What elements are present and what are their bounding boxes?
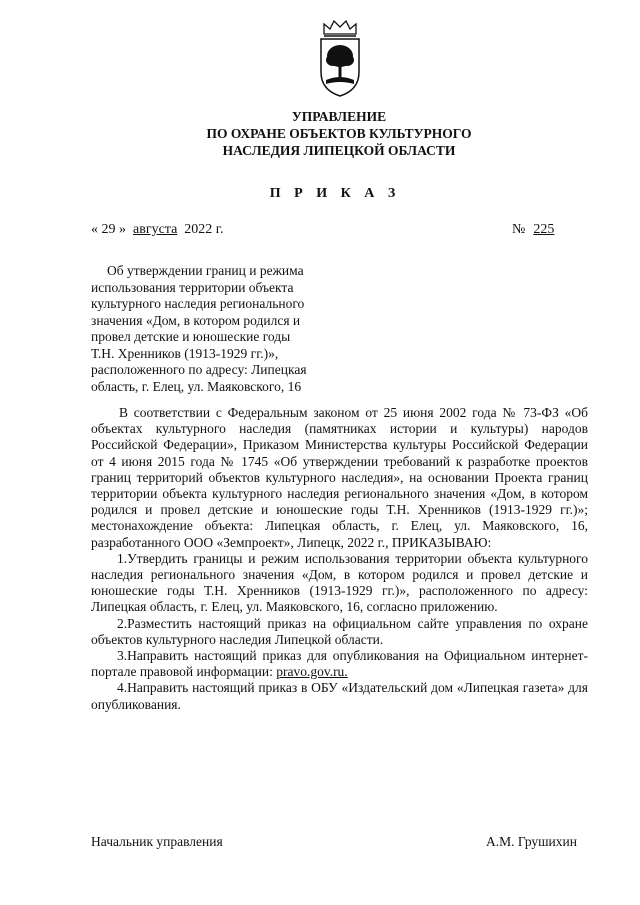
signature-name: А.М. Грушихин — [486, 834, 577, 849]
body-item-2: 2.Разместить настоящий приказ на официальном сайте управления по охране объектов культурного наследия Липецкой области. — [91, 615, 588, 647]
subject-line: использования территории объекта — [91, 279, 294, 295]
body-item-4: 4.Направить настоящий приказ в ОБУ «Издательский дом «Липецкая газета» для опубликования. — [91, 680, 588, 712]
body-item-3-text: 3.Направить настоящий приказ для опубликования на Официальном интернет-портале правовой информации: — [91, 648, 588, 680]
date-month: августа — [133, 222, 178, 237]
date-day: 29 — [101, 222, 116, 237]
body-item-3 — [91, 648, 588, 680]
subject-line: Т.Н. Хренников (1913-1929 гг.)», — [91, 345, 279, 361]
document-type-label: П Р И К А З — [269, 186, 401, 201]
document-subject — [91, 263, 341, 395]
subject-line: провел детские и юношеские годы — [91, 329, 291, 344]
number-value: 225 — [533, 222, 555, 237]
subject-line: значения «Дом, в котором родился и — [91, 312, 301, 328]
subject-line: расположенного по адресу: Липецкая — [91, 362, 307, 377]
date-year: 2022 г. — [184, 222, 224, 237]
document-date — [91, 222, 223, 238]
pravo-link[interactable]: pravo.gov.ru. — [276, 664, 348, 680]
header-line-2: ПО ОХРАНЕ ОБЪЕКТОВ КУЛЬТУРНОГО — [206, 126, 472, 141]
organization-header — [0, 108, 640, 159]
subject-line: Об утверждении границ и режима — [107, 263, 304, 278]
lipetsk-coat-of-arms-icon — [318, 20, 362, 98]
number-sign: № — [512, 222, 526, 237]
document-number — [512, 222, 554, 238]
document-type — [0, 186, 640, 202]
header-line-3: НАСЛЕДИЯ ЛИПЕЦКОЙ ОБЛАСТИ — [222, 143, 456, 158]
subject-line: область, г. Елец, ул. Маяковского, 16 — [91, 378, 302, 394]
subject-line: культурного наследия регионального — [91, 296, 305, 311]
date-close-quote: » — [119, 222, 126, 237]
signature-position: Начальник управления — [91, 834, 223, 849]
header-line-1: УПРАВЛЕНИЕ — [291, 109, 387, 124]
date-open-quote: « — [91, 222, 98, 237]
body-item-1: 1.Утвердить границы и режим использования территории объекта культурного наследия регионального значения «Дом, в котором родился и провел детские и юношеские годы Т.Н. Хренников (1913-1929 гг.)», расположенного по адресу: Липецкая область, г. Елец, ул. Маяковского, 16, согласно приложению. — [91, 550, 588, 615]
body-preamble: В соответствии с Федеральным законом от 25 июня 2002 года № 73-ФЗ «Об объектах культурного наследия (памятниках истории и культуры) народов Российской Федерации», Приказом Министерства культуры Российской Федерации от 4 июня 2015 года № 1745 «Об утверждении требований к разработке проектов границ территорий объектов культурного наследия», на основании Проекта границ территории объекта культурного наследия регионального значения «Дом, в котором родился и провел детские и юношеские годы Т.Н. Хренников (1913-1929 гг.)»; местонахождение объекта: Липецкая область, г. Елец, ул. Маяковского, 16, разработанного ООО «Земпроект», Липецк, 2022 г., ПРИКАЗЫВАЮ: — [91, 405, 588, 550]
document-body — [91, 405, 588, 713]
